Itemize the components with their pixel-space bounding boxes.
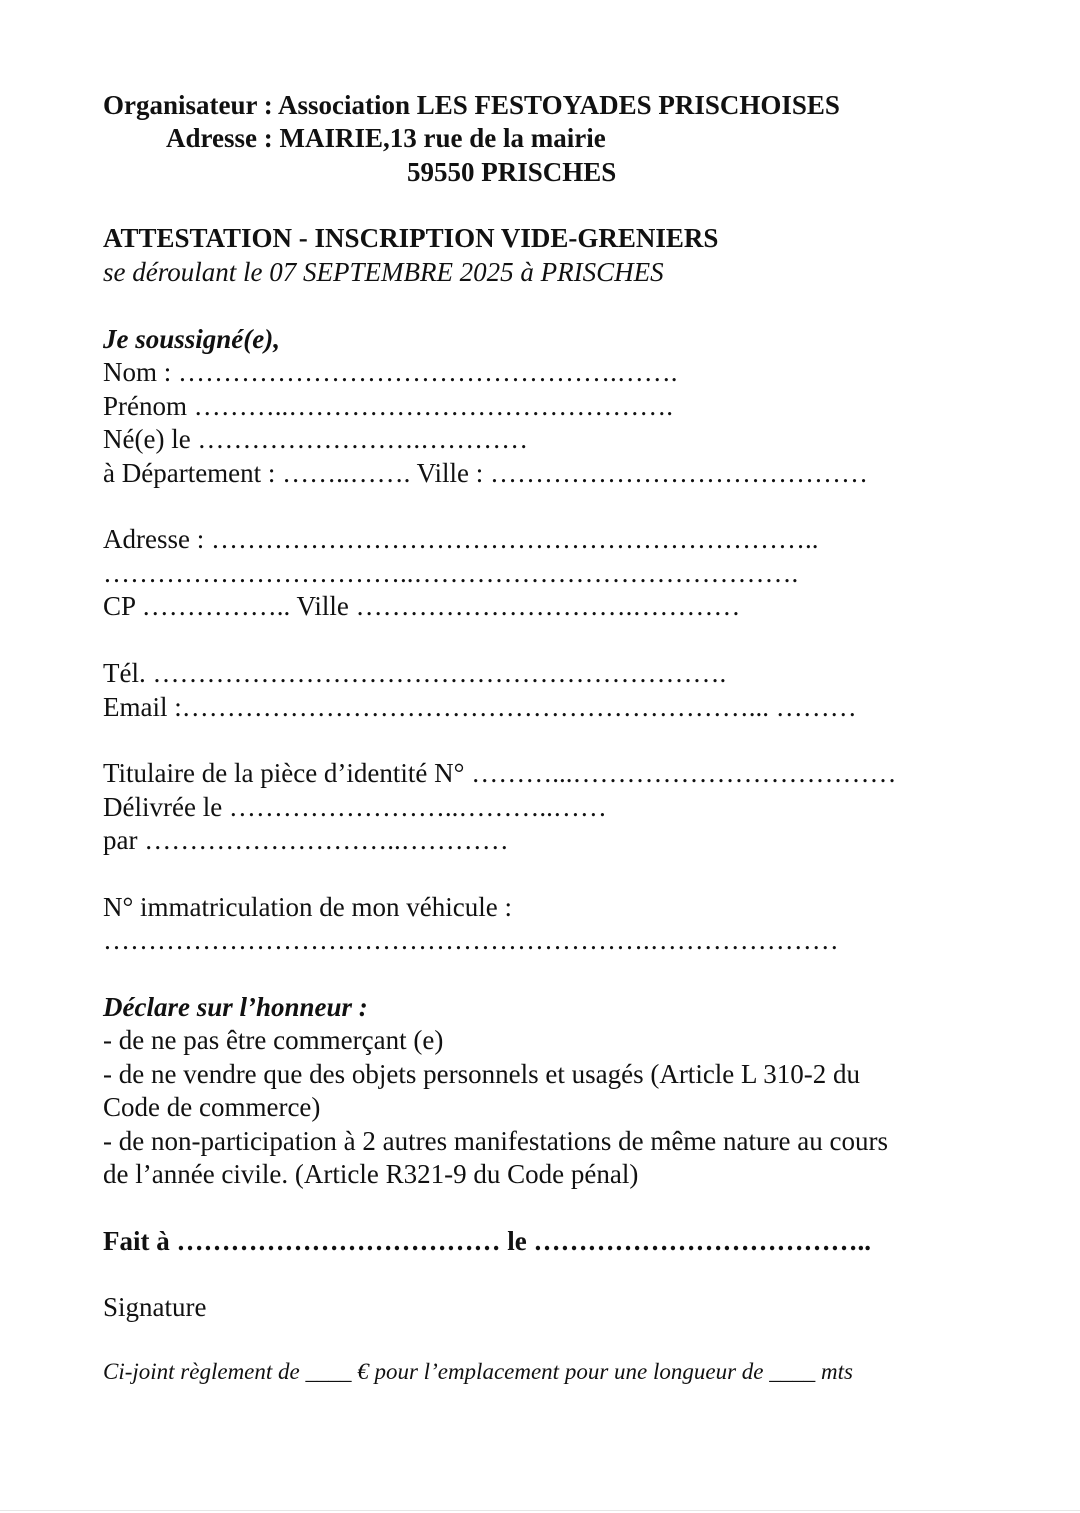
declaration-item: - de non-participation à 2 autres manifestations de même nature au cours (103, 1126, 888, 1156)
field-naissance: Né(e) le …………………….………… (103, 424, 529, 454)
field-piece-identite: Titulaire de la pièce d’identité N° ………...……………………………… (103, 758, 897, 788)
field-prenom: Prénom ………..……………………………………. (103, 391, 673, 421)
payment-note: Ci-joint règlement de ____ € pour l’emplacement pour une longueur de ____ mts (103, 1359, 853, 1384)
organizer-address: Adresse : MAIRIE,13 rue de la mairie (166, 123, 606, 153)
declaration-item-cont: de l’année civile. (Article R321-9 du Code pénal) (103, 1159, 639, 1189)
field-par: par ………………………..………… (103, 825, 509, 855)
field-adresse: Adresse : ………………………………………………………….. (103, 524, 819, 554)
field-lieu-naissance: à Département : ……..……. Ville : …………………………………… (103, 458, 869, 488)
organizer-city: 59550 PRISCHES (407, 157, 617, 187)
fait-a-line: Fait à ……………………………… le ……………………………….. (103, 1226, 871, 1256)
declaration-item-cont: Code de commerce) (103, 1092, 321, 1122)
field-cp-ville: CP …………….. Ville ………………………….………… (103, 591, 741, 621)
declaration-item: - de ne vendre que des objets personnels et usagés (Article L 310-2 du (103, 1059, 861, 1089)
event-date-line: se déroulant le 07 SEPTEMBRE 2025 à PRISCHES (103, 257, 664, 287)
page-edge (0, 1510, 1080, 1511)
field-email: Email :………………………………………………………... ……… (103, 692, 857, 722)
declaration-item: - de ne pas être commerçant (e) (103, 1025, 444, 1055)
organizer-line: Organisateur : Association LES FESTOYADES PRISCHOISES (103, 90, 840, 120)
field-nom: Nom : ………………………………………….……. (103, 357, 678, 387)
declaration-heading: Déclare sur l’honneur : (103, 992, 368, 1022)
undersigned-heading: Je soussigné(e), (103, 324, 280, 354)
field-delivree: Délivrée le ……………………..………..…… (103, 792, 607, 822)
signature-label: Signature (103, 1292, 207, 1322)
field-adresse-suite: ……………………………..……………………………………. (103, 558, 799, 588)
field-tel: Tél. ………………………………………………………. (103, 658, 727, 688)
document-title: ATTESTATION - INSCRIPTION VIDE-GRENIERS (103, 223, 719, 253)
field-immatriculation: …………………………………………………….………………… (103, 925, 839, 955)
vehicle-label: N° immatriculation de mon véhicule : (103, 892, 512, 922)
